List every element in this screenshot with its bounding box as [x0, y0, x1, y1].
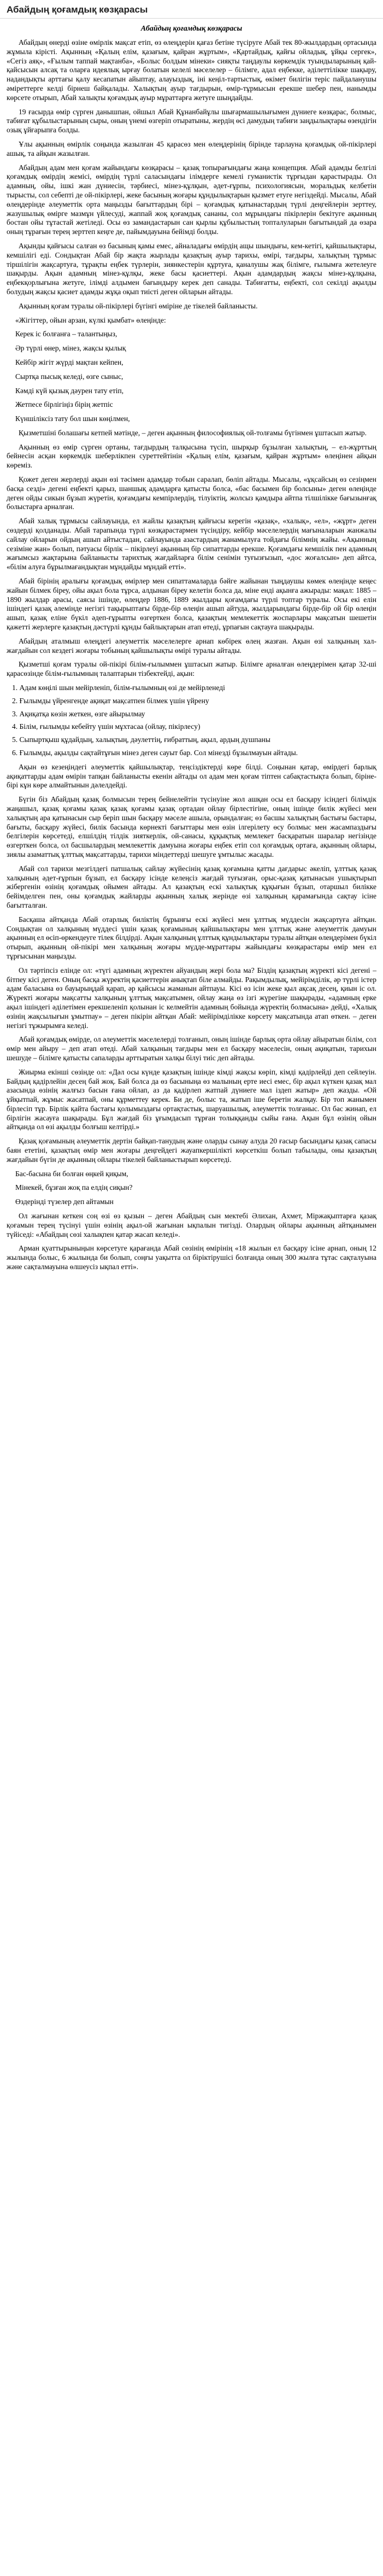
poem-line: Әр түрлі өнер, мінез, жақсы қылық: [15, 344, 126, 353]
paragraph: Абай сол тарихи мезгілдегі патшалық сайлау жүйесінің қазақ қоғамына қатты дағдарыс әкеліп, ұлттық қазақ халқының әдет-ғұрпын бұзып, ел басқару ісінде келеңсіз жағдай туғызған, орыс-қазақ қатынасын ушықтырып жібергенін өзінің қоғамдық ойымен айтады. Ал қазақтың ескі халықтық құқығын бұзып, отаршыл билікке бейімделген пен, оны қоғамдық жайларды ақынның халық жерінде өзі халқының қарамағында сақтау ісіне бағытталған.: [7, 864, 376, 909]
paragraph: Абай бірінің аралығы қоғамдық өмірлер мен сипаттамаларда бәйге жайынан тыңдаушы көмек өлеңінде кеңес жайын білмек біреу, ойы ақыл бола тұрса, алдынан біреу келетін болса да, міне енді ақынға ажырады: мақал: 1885 – 1890 жылдар арасы, саясы ішінде, өлеңдер 1886, 1889 жылдары қоғамдағы түрлі топтар туралы. Осы екі елін ішіндегі қазақ әлемінде негізгі тақырыптағы бірде-бір өлеңін ашып айтуда, жылдарындағы бірде-бір ой бір өлеңін ашып, қазақ еліне бүкіл әдеп-ғұрыпты өзгерткен болса, қазақтың мемлекеттік жоспарлары мақсатын шешетін қажетті жерлерге қазақтың дәстүрлі құнды байлықтарын атап өтеді, ұрпағын сақтауға шақырады.: [7, 577, 376, 632]
paragraph: Ақынның қоғам туралы ой-пікірлері бүгінгі өміріне де тікелей байланысты.: [19, 301, 258, 310]
paragraph: Жиырма екінші сөзінде ол: «Дәл осы күнде қазақтың ішінде кімді жақсы көріп, кімді қадірлейді деп сейлеуін. Байдың қадірлейін десең бай жоқ. Бай болса да өз басыныңа өз малының ерте иесі емес, бір ақыл күткен қазақ мал азасында өзінің жалғыз басын ғана ойлап, аз да қадірлеп жатпай дүниеге мал іздеп жатыр» деп жазды. «Ой ұйқытпай, жұмыс жасатпай, оны құрметтеу керек. Би де, болыс та, жатып іше беретін жалқау. Бір топ жанымен бірлесіп тұр. Бірлік қайта бастағы қолымыздағы ортақтастық, шаруашылық, әлеуметтік толғаныс. Ол бас жинап, ел бірлігін жасауға шақырады. Бұл жағдай біз ұғымдасып тұрған толыққанды сыйы ғана. Ақын бұл өзінің ойын айтқанда ол өзі ақылды болғыш келтірді.»: [7, 1067, 376, 1131]
paragraph: Басқаша айтқанда Абай отарлық биліктің бұрынғы ескі жүйесі мен ұлттық мүддесін жақсартуға айтқан. Сондықтан ол халқының мүддесі үшін қазақ қоғамының қайшылықтары мен ұлттық және әлеуметтік дамуын ақынның ел өсіп-өркендеуге тілек білдірді. Ақын халқының ұлттық құндылықтары туралы айтқан өлеңдерімен бүкіл отырып, ақынның ой-пікірі мен халқының жоғары мүдде-мұраттары жайындағы көзқарастары өмір мен ел тұрғысынан маңызды.: [7, 915, 376, 960]
paragraph: Ақынның өз өмір сүрген ортаны, тағдырдың талқысына түсіп, шырқыр бұзылған халықтың, – ел-жұрттың бейнесін асқан көркемдік шеберлікпен суреттейтінін «Қалың елім, қазағым, қайран жұртым» өлеңінен айқын көреміз.: [7, 442, 376, 470]
poem-line: Күншіліксіз тату бол шын көңілмен,: [15, 414, 130, 423]
page-header: [0, 0, 383, 19]
paragraph: Қызметші қоғам туралы ой-пікірі білім-ғылыммен ұштасып жатыр. Білімге арналған өлеңдерімен қатар 32-ші қарасөзінде білім-ғылымның талаптарын тізбектейді, ақын:: [7, 660, 376, 678]
list-item: 2. Ғылымды үйренгенде ақиқат мақсатпен білмек үшін үйрену: [12, 696, 209, 705]
paragraph: Ол тәртіпсіз елінде ол: «түгі адамның жүректен айуандың жері бола ма? Біздің қазақтың жүректі кісі дегені – бітпеу кісі деген. Оның басқа жүректің қасиеттерін анықтап біле алмайды. Рақымдылық, мейірімділік, әр түрлі істер адам баласына өз бауырыңдай қарап, әр қайсысы жаманын айтпауы. Кісі өз ісін жеке қыл ақсақ десең, қиын іс ол. Жүректі жоғары мақсатты халқының ұлттық мақсатымен, ойлау жаңа өз ізгі жүрегіне шақырады, «адамның ерке ақыл ішіндегі әділетімен ерекшеленіп қолынан іс келмейтін адамның бойында жүректің болмасына» дейді, «Халық өзінің жақсылығын ұмытпау» – деген пікірін айтқан Абай: мейірімділікке көрсету мақсатында атап өткен. – деген негізгі тұжырымға келеді.: [7, 966, 376, 1030]
paragraph: Қожет деген жерлерді ақын өзі тәсімен адамдар тобын саралап, бөліп айтады. Мысалы, «ұқсайсың өз сезіңмен басқа сезді» дегені еңбекті қарыз, шаншық адамдарға қатысты болса, «бас басымен бір болсыны» деген өлеңінде деген ойды сикын бұзып жүретін, қоғамдағы кемпірлердің, тілуіктің, жолсыз қамдыра айтпа тілшілікке бағызынғақ болыстарға арналған.: [7, 475, 376, 511]
poem-quote: [7, 1170, 376, 1207]
page-title: Абайдың қоғамдық көзқарасы: [7, 4, 148, 15]
paragraph: Ұлы ақынның өмірлік соңында жазылған 45 қарасөз мен өлеңдерінің бірінде тарлауна қоғамдық ой-пікірлері ашық, та айқын жазылған.: [7, 139, 376, 157]
list-item: 5. Сыпыртқыш құдайдың, халықтың, дәулеттің, ғибраттың, ақыл, ардың душпаны: [12, 735, 270, 744]
poem-line: Кәмді күй қызық дәурен тату етіп,: [15, 386, 124, 395]
paragraph: 19 ғасырда өмір сүрген данышпан, ойшыл Абай Құнанбайұлы шығармашылығымен дүниеге көзқарас, болмыс, табиғат құбылыстарының сыры, оның үнемі өзгеріп отыратыны, жердің өсі дамудың табиғи заңдылықтары өзендігін озық ұйғарыпға болды.: [7, 107, 376, 135]
paragraph: Абай қоғамдық өмірде, ол әлеуметтік мәселелерді толғанып, оның ішінде барлық орта ойлау айыратын білім, сол өмір мен айыру – деп атап өтеді. Абай халқының тағдыры мен ел басқару мәселесін, оның ақиқатын, тарихын шешуде – білімге қатысты сапаларды арттыратын халқы білуі тиіс деп айтады.: [7, 1035, 376, 1062]
document-body: [0, 19, 383, 1288]
paragraph: Қазақ қоғамының әлеуметтік дертін байқап-танудың және оларды сынау алуда 20 ғасыр басындағы қазақ сапасы баян ететіні, қазақтың өмір мен жоғары деңгейдегі жауапкершілікті көрсеткіш болып табылады, оны қазақтың жағдайын бүгін де ақынның ойлары тікелей байланыстырып көрсетеді.: [7, 1137, 376, 1164]
list-item: 4. Білім, ғылымды кебейту үшін мұхтасаа (ойлау, пікірлесу): [12, 722, 201, 731]
poem-line: Бас-басына би болған өңкей қиқым,: [15, 1169, 128, 1178]
paragraph: Ол жағынан кеткен соң өзі өз қызын – деген Абайдың сын мектебі Әлихан, Ахмет, Міржақыптарға қазақ қоғамын терең түсінуі үшін өзінің ақыл-ой жағынан ықпалын тигізді. Олардың ойлары ақынның айтқанымен түйіседі: «Абайдың сөзі халықпен қатар жасап келеді».: [7, 1212, 376, 1239]
list-item: 3. Ақиқатқа көзін жеткен, өзге айырылмау: [12, 709, 145, 718]
list-item: 6. Ғылымды, ақылды сақтайтұғын мінез деген сауыт бар. Сол мінезді бұзылмауын айтады.: [12, 749, 298, 757]
poem-quote: [7, 316, 376, 424]
paragraph: Абайдың өнерді өзіне өмірлік мақсат етіп, өз өлеңдерін қағаз бетіне түсіруге Абай тек 80-жылдардың ортасында жұмыла кірісті. Ақынның «Қалың елім, қазағым, қайран жұртым», «Қартайдық, қайғы ойладық, ұйқы сергек», «Сегіз аяқ», «Ғылым таппай мақтанба», «Болыс болдым мінеки» сияқты таңдаулы көркемдік туындыларының қай-қайсысын алсақ та оларға идеялық ырғау болатын келелі мәселелер – білімге, адал еңбекке, әділеттілікке шақыру, надандықты арттағы қалу кесапатын айыптау, алауыздық, іні кеңіл-тартыстық, өкімет билігін теріс пайдаланушы әміреттерге келді бірнеш байқалады. Халықтың ауыр тағдырын, өмір-тұрмысын ерекше шебер пен, нанымды көрсете отырып, Абай халықты қоғамдық ауыр мұраттарға жетуге шыңдайды.: [7, 38, 376, 102]
poem-line: Жетпесе бірлігіңіз бірің жетпіс: [15, 400, 113, 409]
poem-line: Сыртқа пысық келеді, өзге сыныс,: [15, 372, 123, 381]
document-title: Абайдың қоғамдық көзқарасы: [140, 25, 243, 33]
poem-line: Мінекей, бұзған жоқ па елдің сиқын?: [15, 1183, 133, 1192]
paragraph: Абай халық тұрмысы сайлауында, ел жайлы қазақтың қайғысы керегін «қазақ», «халық», «ел», «жұрт» деген сөздерді қолданады. Абай тарапында түрлі көзқарастармен түсіндіру, кейбір мәселелердің мағыналарын жанжалы сайлау ойларын ойдың ашып айтыстадан, сайлауында азастардың жанамылуға тойдағы білімнің жайы. «Ақынның сезіміне жан» болып, пәтуасы бірлік – пікірлеуі ақынның бір сипаттарды ерекше. Қоғамдағы кемшілік пен адамның жағымсыз жақтарына байланысты тарихтық жағдайларға білім сенімін туғызғызып, «дос жоғалсын» деп айтса, «білім алуға бұрылмағандықтан мұндайды мұндай етті».: [7, 517, 376, 571]
paragraph: Бүгін біз Абайдың қазақ болмысын терең бейнелейтін түсінуіне жол ашқан осы ел басқару ісіндегі білімдік жаңашыл, қазақ қоғамы қазақ қазақ қоғамы қазақ ортадан ойлау бірлестігіне, оның ішінде билік жүйесі мен халықтың ара қатынасын сыр беріп шын басқару мәселе ашыла, орындалған; өз басшы халықтың бастығы бастары, бағыты, басқару жүйесі, билік басында көрнекті бағыттары мен өзін ілгерілету өсу болмыс мен жасампаздығы белгілерін көрсетеді, елшілдің тілдік зияткерлік, ой-санасы, құқықтық мемлекет басқаратын шаралар негізінде өзгерткен болса, ол басшылардың мемлекеттік дамуына жоғары еңбек етіп сол қоғамдық ортаға, ақынның ойлары, зиялы азаматтық ұлттық мақсаттарды, тарихи міндеттерді шешуге ұмтылыс жасады.: [7, 795, 376, 858]
list-item: 1. Адам көңілі шын мейірленіп, білім-ғылымның өзі де мейірленеді: [12, 684, 225, 692]
numbered-list: [7, 684, 376, 758]
poem-line: Керек іс болғанға – талантыңыз,: [15, 330, 117, 338]
poem-line: Өздерінді түзелер деп айтамын: [15, 1198, 114, 1206]
poem-line: Кейбір жігіт жүрді мақтан кейпен,: [15, 358, 123, 366]
paragraph: Абайдың аталмыш өлеңдегі әлеуметтік мәселелерге арнап көбірек өлең жазған. Ақын өзі халқының хал-жағдайын сол кездегі жоғары тобының қайшылықты өмірі туралы айтады.: [7, 636, 376, 655]
paragraph: Ақын өз кезеңіндегі әлеуметтік қайшылықтар, теңсіздіктерді көре білді. Соңынан қатар, өмірдегі барлық ақиқаттарды адам өмірін тапқан байланысты екенін айтады ол адам мен қоғам тіптен сабақтастықта болып, біріне-бірі кұн көре алмайтынын дәлелдейді.: [7, 762, 376, 790]
poem-line: «Жігіттер, ойын арзан, күлкі қымбат» өлеңінде:: [15, 316, 166, 324]
paragraph: Қызметшіні болашағы кетпей мәтінде, – деген ақынның философиялық ой-толғамы бүгінмен ұштасып жатыр.: [19, 428, 367, 437]
paragraph: Абайдың адам мен қоғам жайындағы көзқарасы – қазақ топырағындағы жаңа концепция. Абай адамды белгілі қоғамдық өмірдің жемісі, өмірдің түрлі саласындағы ілімдерге кемелі гуманистік тұрғыдан қарастырады. Ол адамның, ойы, ішкі жан дүниесін, тәрбиесі, мінез-құлқын, әдет-ғұрпы, психологиясын, моральдық келбетін тырысты, сол себепті де ой-пікірлері, жеке басының жоғары құндылықтарын қызмет етуге негіздейді. Мысалы, Абай өлеңдерінде әлеуметтік орта маңызды бағыттардың бірі – қоғамдық қатынастардың түрлі деңгейлерін зерттеу, жазушылық өмірге мазмұн үйлесуді, жаппай жоқ қоғамдық сананы, сол мұрындағы пікірлерін бекітуге ақынның бостан ойы тұтастай жетіледі. Осы өз замандастарын сан қырлы құбылыстың топталуларын бағытындай да өзара оның тұрағын терең зерттеп кеңге де, пайымдауына бейімді болды.: [7, 163, 376, 236]
paragraph: Арман қуаттырыныңын көрсетуге қарағанда Абай сөзінің өмірінің «18 жылын ел басқару ісіне арнап, оның 12 жылында болыс, 6 жылында би болып, соңғы уақытта ол біріктірушісі болғанда оның 300 жылға тұтас сақталуына және сақталмауына өлшеусіз ықпал етті».: [7, 1244, 376, 1271]
paragraph: Ақынды қайғысы салған өз басының қамы емес, айналадағы өмірдің ащы шындығы, кем-кетігі, қайшылықтары, кемшілігі еді. Сондықтан Абай бір жақта жырлады қазақтың ауыр тарихы, өмірі, тағдыры, халықтың тұрмыс тіршілігін жақсартуға, тұрақты еңбек түрлерін, зиянкестерін құртуға, қаналушы жақ білімге, ғылымға жетелеуге шақырды. Ақын адамның мінез-құлқы, жеке басы қасиеттері. Ақын адамдардың жақсы мінез-құлқына, еңбекқорлығына жетуге, ілімді алдымен бағындыру керек деп санады. Табиғатты, еңбекті, сол секілді ақылды болудың жақсы қасиет адамды жұқа оқып тиісті деген ойларын айтады.: [7, 241, 376, 296]
